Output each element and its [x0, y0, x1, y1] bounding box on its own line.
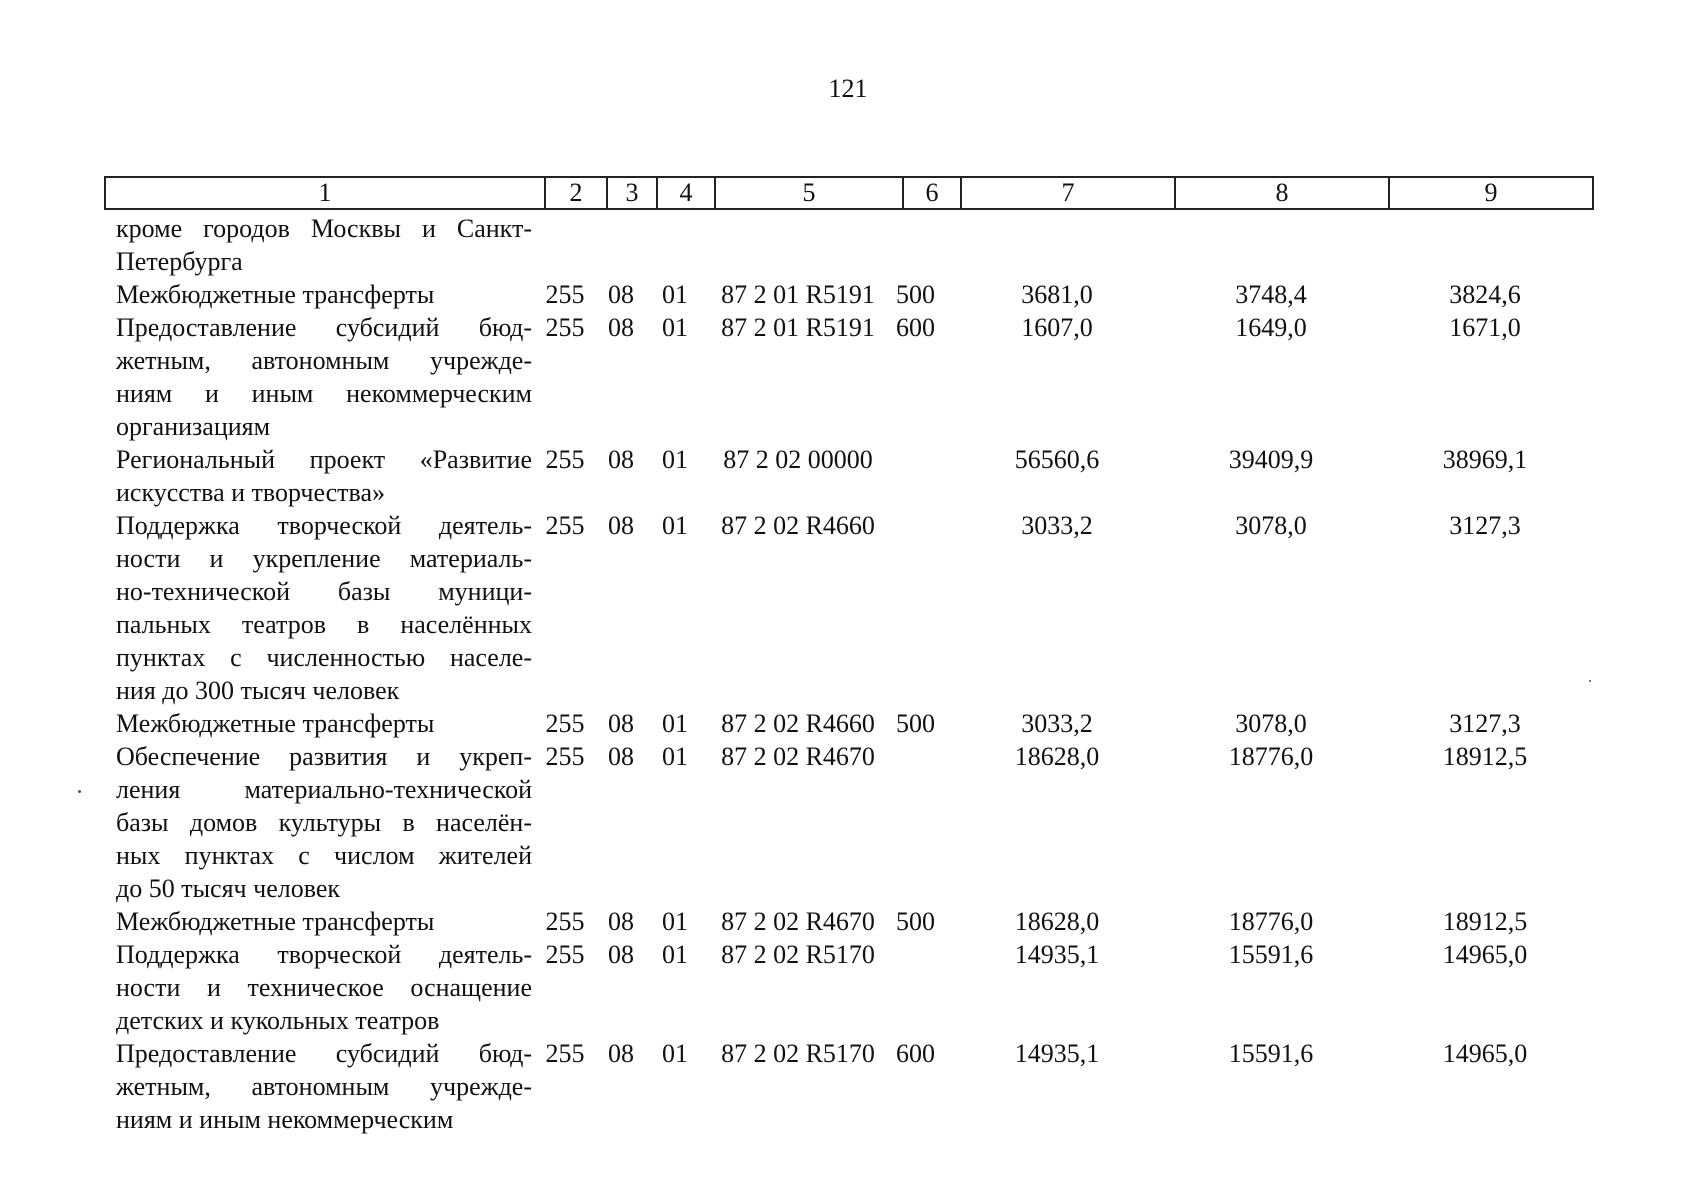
cell-empty: [596, 542, 646, 575]
cell-empty: [646, 377, 704, 410]
cell-empty: [950, 344, 1164, 377]
cell-empty: [892, 1004, 950, 1037]
cell-c9: 3127,3: [1449, 511, 1521, 540]
cell-empty: [534, 245, 596, 278]
page-number: 121: [828, 74, 868, 103]
cell-empty: [646, 542, 704, 575]
cell-empty: [596, 1103, 646, 1136]
cell-c5: 87 2 02 R5170: [721, 1039, 875, 1068]
cell-empty: [704, 971, 892, 1004]
cell-c7: 3681,0: [1021, 280, 1093, 309]
cell-c6: 500: [896, 709, 935, 738]
cell-empty: [1164, 1004, 1378, 1037]
table-row: [104, 410, 1592, 443]
cell-empty: [950, 410, 1164, 443]
cell-c5: 87 2 02 R4660: [721, 511, 875, 540]
cell-empty: [534, 410, 596, 443]
cell-empty: [950, 575, 1164, 608]
cell-empty: [1164, 410, 1378, 443]
cell-empty: [1378, 773, 1592, 806]
cell-c2: [534, 212, 596, 245]
scan-speck: [1589, 680, 1591, 682]
cell-c8: 3748,4: [1235, 280, 1307, 309]
cell-empty: [1378, 641, 1592, 674]
row-label-line: ных пунктах с числом жителей: [116, 841, 532, 870]
table-row: [104, 872, 1592, 905]
cell-empty: [1378, 1103, 1592, 1136]
cell-empty: [704, 839, 892, 872]
cell-c3: 08: [608, 445, 634, 474]
cell-empty: [950, 872, 1164, 905]
cell-empty: [950, 1103, 1164, 1136]
cell-empty: [704, 608, 892, 641]
cell-empty: [596, 773, 646, 806]
row-label-line: Региональный проект «Развитие: [116, 445, 532, 474]
row-label-line: Поддержка творческой деятель-: [116, 511, 532, 540]
cell-c2: 255: [545, 940, 585, 969]
cell-c7: [950, 212, 1164, 245]
cell-empty: [534, 1103, 596, 1136]
header-col-1: 1: [105, 177, 545, 209]
cell-empty: [704, 1070, 892, 1103]
cell-c2: 255: [545, 511, 585, 540]
cell-empty: [534, 971, 596, 1004]
cell-c9: 38969,1: [1442, 445, 1528, 474]
row-label-line: Обеспечение развития и укреп-: [116, 742, 532, 771]
cell-empty: [534, 872, 596, 905]
cell-empty: [1378, 608, 1592, 641]
cell-empty: [596, 641, 646, 674]
row-label-line: базы домов культуры в населён-: [116, 808, 532, 837]
cell-c3: 08: [608, 940, 634, 969]
cell-empty: [596, 410, 646, 443]
cell-c8: 1649,0: [1235, 313, 1307, 342]
cell-empty: [596, 476, 646, 509]
cell-c9: 18912,5: [1442, 907, 1528, 936]
cell-empty: [534, 542, 596, 575]
cell-c6: [892, 509, 950, 542]
cell-c7: 56560,6: [1014, 445, 1100, 474]
cell-c4: 01: [662, 280, 688, 309]
cell-c3: 08: [608, 1039, 634, 1068]
cell-empty: [596, 608, 646, 641]
cell-empty: [704, 1004, 892, 1037]
cell-empty: [1378, 971, 1592, 1004]
row-label-line: ниям и иным некоммерческим: [116, 1105, 454, 1134]
row-label-line: Предоставление субсидий бюд-: [116, 1039, 532, 1068]
cell-empty: [704, 1103, 892, 1136]
cell-c4: 01: [662, 907, 688, 936]
cell-c3: 08: [608, 742, 634, 771]
cell-c8: 3078,0: [1235, 511, 1307, 540]
table-row: [104, 575, 1592, 608]
cell-empty: [1378, 245, 1592, 278]
header-col-5: 5: [715, 177, 903, 209]
header-col-8: 8: [1175, 177, 1389, 209]
cell-c6: 600: [896, 313, 935, 342]
cell-c8: 39409,9: [1228, 445, 1314, 474]
cell-empty: [950, 641, 1164, 674]
row-label-line: пунктах с численностью населе-: [116, 643, 532, 672]
row-label-line: пальных театров в населённых: [116, 610, 532, 639]
table-row: [104, 806, 1592, 839]
table-body: [104, 212, 1592, 1136]
cell-empty: [892, 839, 950, 872]
cell-c2: 255: [545, 907, 585, 936]
table-row: [104, 740, 1592, 773]
cell-c8: 15591,6: [1228, 940, 1314, 969]
cell-c7: 1607,0: [1021, 313, 1093, 342]
cell-empty: [950, 1004, 1164, 1037]
row-label-line: Межбюджетные трансферты: [116, 709, 435, 738]
header-col-3: 3: [607, 177, 657, 209]
cell-empty: [1164, 1070, 1378, 1103]
cell-empty: [704, 806, 892, 839]
cell-empty: [534, 1070, 596, 1103]
cell-empty: [1164, 1103, 1378, 1136]
cell-empty: [950, 773, 1164, 806]
cell-empty: [1378, 839, 1592, 872]
cell-empty: [950, 542, 1164, 575]
cell-c5: 87 2 02 R4670: [721, 907, 875, 936]
row-label-line: до 50 тысяч человек: [116, 874, 341, 903]
cell-empty: [646, 674, 704, 707]
row-label-line: жетным, автономным учрежде-: [116, 1072, 532, 1101]
row-label-line: жетным, автономным учрежде-: [116, 346, 532, 375]
cell-empty: [646, 1004, 704, 1037]
header-col-9: 9: [1389, 177, 1593, 209]
table-row: [104, 641, 1592, 674]
cell-empty: [1378, 872, 1592, 905]
cell-empty: [1378, 806, 1592, 839]
cell-empty: [1164, 773, 1378, 806]
cell-empty: [646, 245, 704, 278]
row-label-line: Поддержка творческой деятель-: [116, 940, 532, 969]
cell-c4: 01: [662, 445, 688, 474]
table-row: [104, 212, 1592, 245]
cell-c9: 14965,0: [1442, 940, 1528, 969]
cell-empty: [596, 872, 646, 905]
cell-empty: [704, 245, 892, 278]
cell-c4: 01: [662, 1039, 688, 1068]
cell-empty: [646, 806, 704, 839]
cell-empty: [596, 806, 646, 839]
cell-empty: [596, 839, 646, 872]
row-label-line: Петербурга: [116, 247, 243, 276]
cell-c5: 87 2 02 R4670: [721, 742, 875, 771]
cell-empty: [1164, 575, 1378, 608]
cell-empty: [646, 575, 704, 608]
cell-empty: [534, 674, 596, 707]
column-header-table: [104, 176, 1594, 210]
cell-c5: 87 2 02 R4660: [721, 709, 875, 738]
cell-empty: [534, 1004, 596, 1037]
cell-c4: 01: [662, 511, 688, 540]
cell-empty: [596, 971, 646, 1004]
cell-empty: [596, 674, 646, 707]
header-col-4: 4: [657, 177, 715, 209]
table-row: [104, 674, 1592, 707]
cell-empty: [534, 608, 596, 641]
cell-c5: 87 2 01 R5191: [721, 313, 875, 342]
cell-empty: [950, 1070, 1164, 1103]
cell-empty: [534, 806, 596, 839]
cell-c3: 08: [608, 511, 634, 540]
cell-empty: [534, 773, 596, 806]
row-label-line: ности и укрепление материаль-: [116, 544, 532, 573]
cell-empty: [1164, 674, 1378, 707]
cell-c5: 87 2 02 R5170: [721, 940, 875, 969]
cell-empty: [1164, 839, 1378, 872]
cell-c7: 14935,1: [1014, 1039, 1100, 1068]
cell-empty: [534, 839, 596, 872]
table-row: [104, 344, 1592, 377]
cell-c8: 15591,6: [1228, 1039, 1314, 1068]
cell-c9: 18912,5: [1442, 742, 1528, 771]
table-row: [104, 905, 1592, 938]
cell-empty: [1378, 542, 1592, 575]
cell-c3: [596, 212, 646, 245]
table-row: [104, 476, 1592, 509]
cell-empty: [892, 641, 950, 674]
cell-c9: [1378, 212, 1592, 245]
cell-c8: 3078,0: [1235, 709, 1307, 738]
cell-c4: [646, 212, 704, 245]
table-row: [104, 278, 1592, 311]
cell-empty: [1378, 674, 1592, 707]
cell-empty: [950, 674, 1164, 707]
cell-c4: 01: [662, 742, 688, 771]
cell-empty: [892, 476, 950, 509]
cell-empty: [950, 971, 1164, 1004]
cell-c7: 18628,0: [1014, 907, 1100, 936]
cell-empty: [534, 344, 596, 377]
cell-empty: [1164, 377, 1378, 410]
cell-c8: 18776,0: [1228, 907, 1314, 936]
cell-empty: [596, 245, 646, 278]
cell-empty: [646, 1103, 704, 1136]
cell-empty: [704, 542, 892, 575]
cell-empty: [646, 971, 704, 1004]
cell-c7: 3033,2: [1021, 709, 1093, 738]
cell-empty: [892, 410, 950, 443]
cell-c2: 255: [545, 445, 585, 474]
cell-empty: [646, 1070, 704, 1103]
cell-empty: [892, 245, 950, 278]
cell-c2: 255: [545, 742, 585, 771]
header-col-7: 7: [961, 177, 1175, 209]
table-row: [104, 377, 1592, 410]
cell-empty: [1164, 542, 1378, 575]
cell-empty: [1378, 1070, 1592, 1103]
cell-c9: 3824,6: [1449, 280, 1521, 309]
cell-empty: [1378, 575, 1592, 608]
header-col-6: 6: [903, 177, 961, 209]
cell-c6: 600: [896, 1039, 935, 1068]
cell-empty: [704, 344, 892, 377]
table-row: [104, 509, 1592, 542]
cell-c7: 18628,0: [1014, 742, 1100, 771]
cell-empty: [892, 1103, 950, 1136]
cell-empty: [950, 377, 1164, 410]
cell-empty: [596, 344, 646, 377]
cell-empty: [892, 1070, 950, 1103]
cell-empty: [950, 608, 1164, 641]
cell-c7: 3033,2: [1021, 511, 1093, 540]
cell-empty: [534, 575, 596, 608]
row-label-line: кроме городов Москвы и Санкт-: [116, 214, 532, 243]
cell-empty: [596, 1070, 646, 1103]
column-header-row: [105, 177, 1593, 209]
header-col-2: 2: [545, 177, 607, 209]
cell-empty: [1164, 344, 1378, 377]
cell-empty: [1164, 608, 1378, 641]
cell-c4: 01: [662, 709, 688, 738]
row-label-line: ния до 300 тысяч человек: [116, 676, 400, 705]
cell-empty: [950, 806, 1164, 839]
cell-empty: [892, 971, 950, 1004]
cell-empty: [646, 839, 704, 872]
cell-c6: [892, 740, 950, 773]
cell-c3: 08: [608, 313, 634, 342]
cell-empty: [596, 575, 646, 608]
table-row: [104, 1103, 1592, 1136]
cell-empty: [950, 245, 1164, 278]
table-row: [104, 443, 1592, 476]
cell-empty: [646, 641, 704, 674]
cell-c5: 87 2 01 R5191: [721, 280, 875, 309]
cell-empty: [1164, 971, 1378, 1004]
cell-empty: [704, 641, 892, 674]
cell-c2: 255: [545, 280, 585, 309]
row-label-line: организациям: [116, 412, 271, 441]
cell-empty: [1378, 476, 1592, 509]
cell-c3: 08: [608, 709, 634, 738]
cell-c6: [892, 938, 950, 971]
cell-empty: [596, 377, 646, 410]
cell-empty: [534, 476, 596, 509]
row-label-line: но-технической базы муници-: [116, 577, 532, 606]
cell-empty: [892, 377, 950, 410]
cell-c2: 255: [545, 709, 585, 738]
table-row: [104, 773, 1592, 806]
cell-empty: [534, 377, 596, 410]
cell-empty: [704, 575, 892, 608]
cell-empty: [646, 410, 704, 443]
cell-c8: 18776,0: [1228, 742, 1314, 771]
row-label-line: Межбюджетные трансферты: [116, 280, 435, 309]
table-row: [104, 1037, 1592, 1070]
cell-empty: [1378, 377, 1592, 410]
cell-empty: [892, 872, 950, 905]
cell-c4: 01: [662, 940, 688, 969]
cell-empty: [1378, 410, 1592, 443]
row-label-line: детских и кукольных театров: [116, 1006, 440, 1035]
cell-empty: [704, 872, 892, 905]
cell-empty: [1164, 476, 1378, 509]
cell-empty: [1164, 806, 1378, 839]
cell-c5: 87 2 02 00000: [723, 445, 873, 474]
cell-c9: 14965,0: [1442, 1039, 1528, 1068]
table-row: [104, 311, 1592, 344]
cell-empty: [1164, 245, 1378, 278]
cell-empty: [892, 344, 950, 377]
row-label-line: ности и техническое оснащение: [116, 973, 532, 1002]
cell-empty: [892, 674, 950, 707]
cell-empty: [646, 608, 704, 641]
row-label-line: Предоставление субсидий бюд-: [116, 313, 532, 342]
scan-speck: [78, 790, 81, 793]
cell-c6: [892, 443, 950, 476]
cell-empty: [704, 377, 892, 410]
cell-empty: [704, 674, 892, 707]
cell-c2: 255: [545, 1039, 585, 1068]
cell-empty: [1378, 1004, 1592, 1037]
cell-c4: 01: [662, 313, 688, 342]
row-label-line: ления материально-технической: [116, 775, 532, 804]
cell-empty: [892, 575, 950, 608]
cell-empty: [704, 773, 892, 806]
cell-empty: [1164, 872, 1378, 905]
cell-c6: 500: [896, 907, 935, 936]
cell-c6: [892, 212, 950, 245]
table-row: [104, 971, 1592, 1004]
table-row: [104, 542, 1592, 575]
cell-c2: 255: [545, 313, 585, 342]
cell-c5: [704, 212, 892, 245]
row-label-line: искусства и творчества»: [116, 478, 386, 507]
table-row: [104, 608, 1592, 641]
row-label-line: Межбюджетные трансферты: [116, 907, 435, 936]
cell-empty: [646, 344, 704, 377]
cell-empty: [596, 1004, 646, 1037]
cell-c7: 14935,1: [1014, 940, 1100, 969]
cell-empty: [892, 542, 950, 575]
row-label-line: ниям и иным некоммерческим: [116, 379, 532, 408]
cell-c8: [1164, 212, 1378, 245]
cell-empty: [950, 476, 1164, 509]
cell-empty: [1164, 641, 1378, 674]
cell-c9: 3127,3: [1449, 709, 1521, 738]
cell-empty: [646, 476, 704, 509]
cell-c3: 08: [608, 280, 634, 309]
table-row: [104, 245, 1592, 278]
table-row: [104, 839, 1592, 872]
cell-empty: [646, 872, 704, 905]
cell-empty: [892, 608, 950, 641]
cell-empty: [704, 476, 892, 509]
cell-c9: 1671,0: [1449, 313, 1521, 342]
cell-empty: [1378, 344, 1592, 377]
cell-c6: 500: [896, 280, 935, 309]
table-row: [104, 1070, 1592, 1103]
cell-c3: 08: [608, 907, 634, 936]
cell-empty: [892, 806, 950, 839]
table-row: [104, 707, 1592, 740]
cell-empty: [534, 641, 596, 674]
table-row: [104, 938, 1592, 971]
cell-empty: [704, 410, 892, 443]
cell-empty: [646, 773, 704, 806]
cell-empty: [892, 773, 950, 806]
cell-empty: [950, 839, 1164, 872]
table-row: [104, 1004, 1592, 1037]
